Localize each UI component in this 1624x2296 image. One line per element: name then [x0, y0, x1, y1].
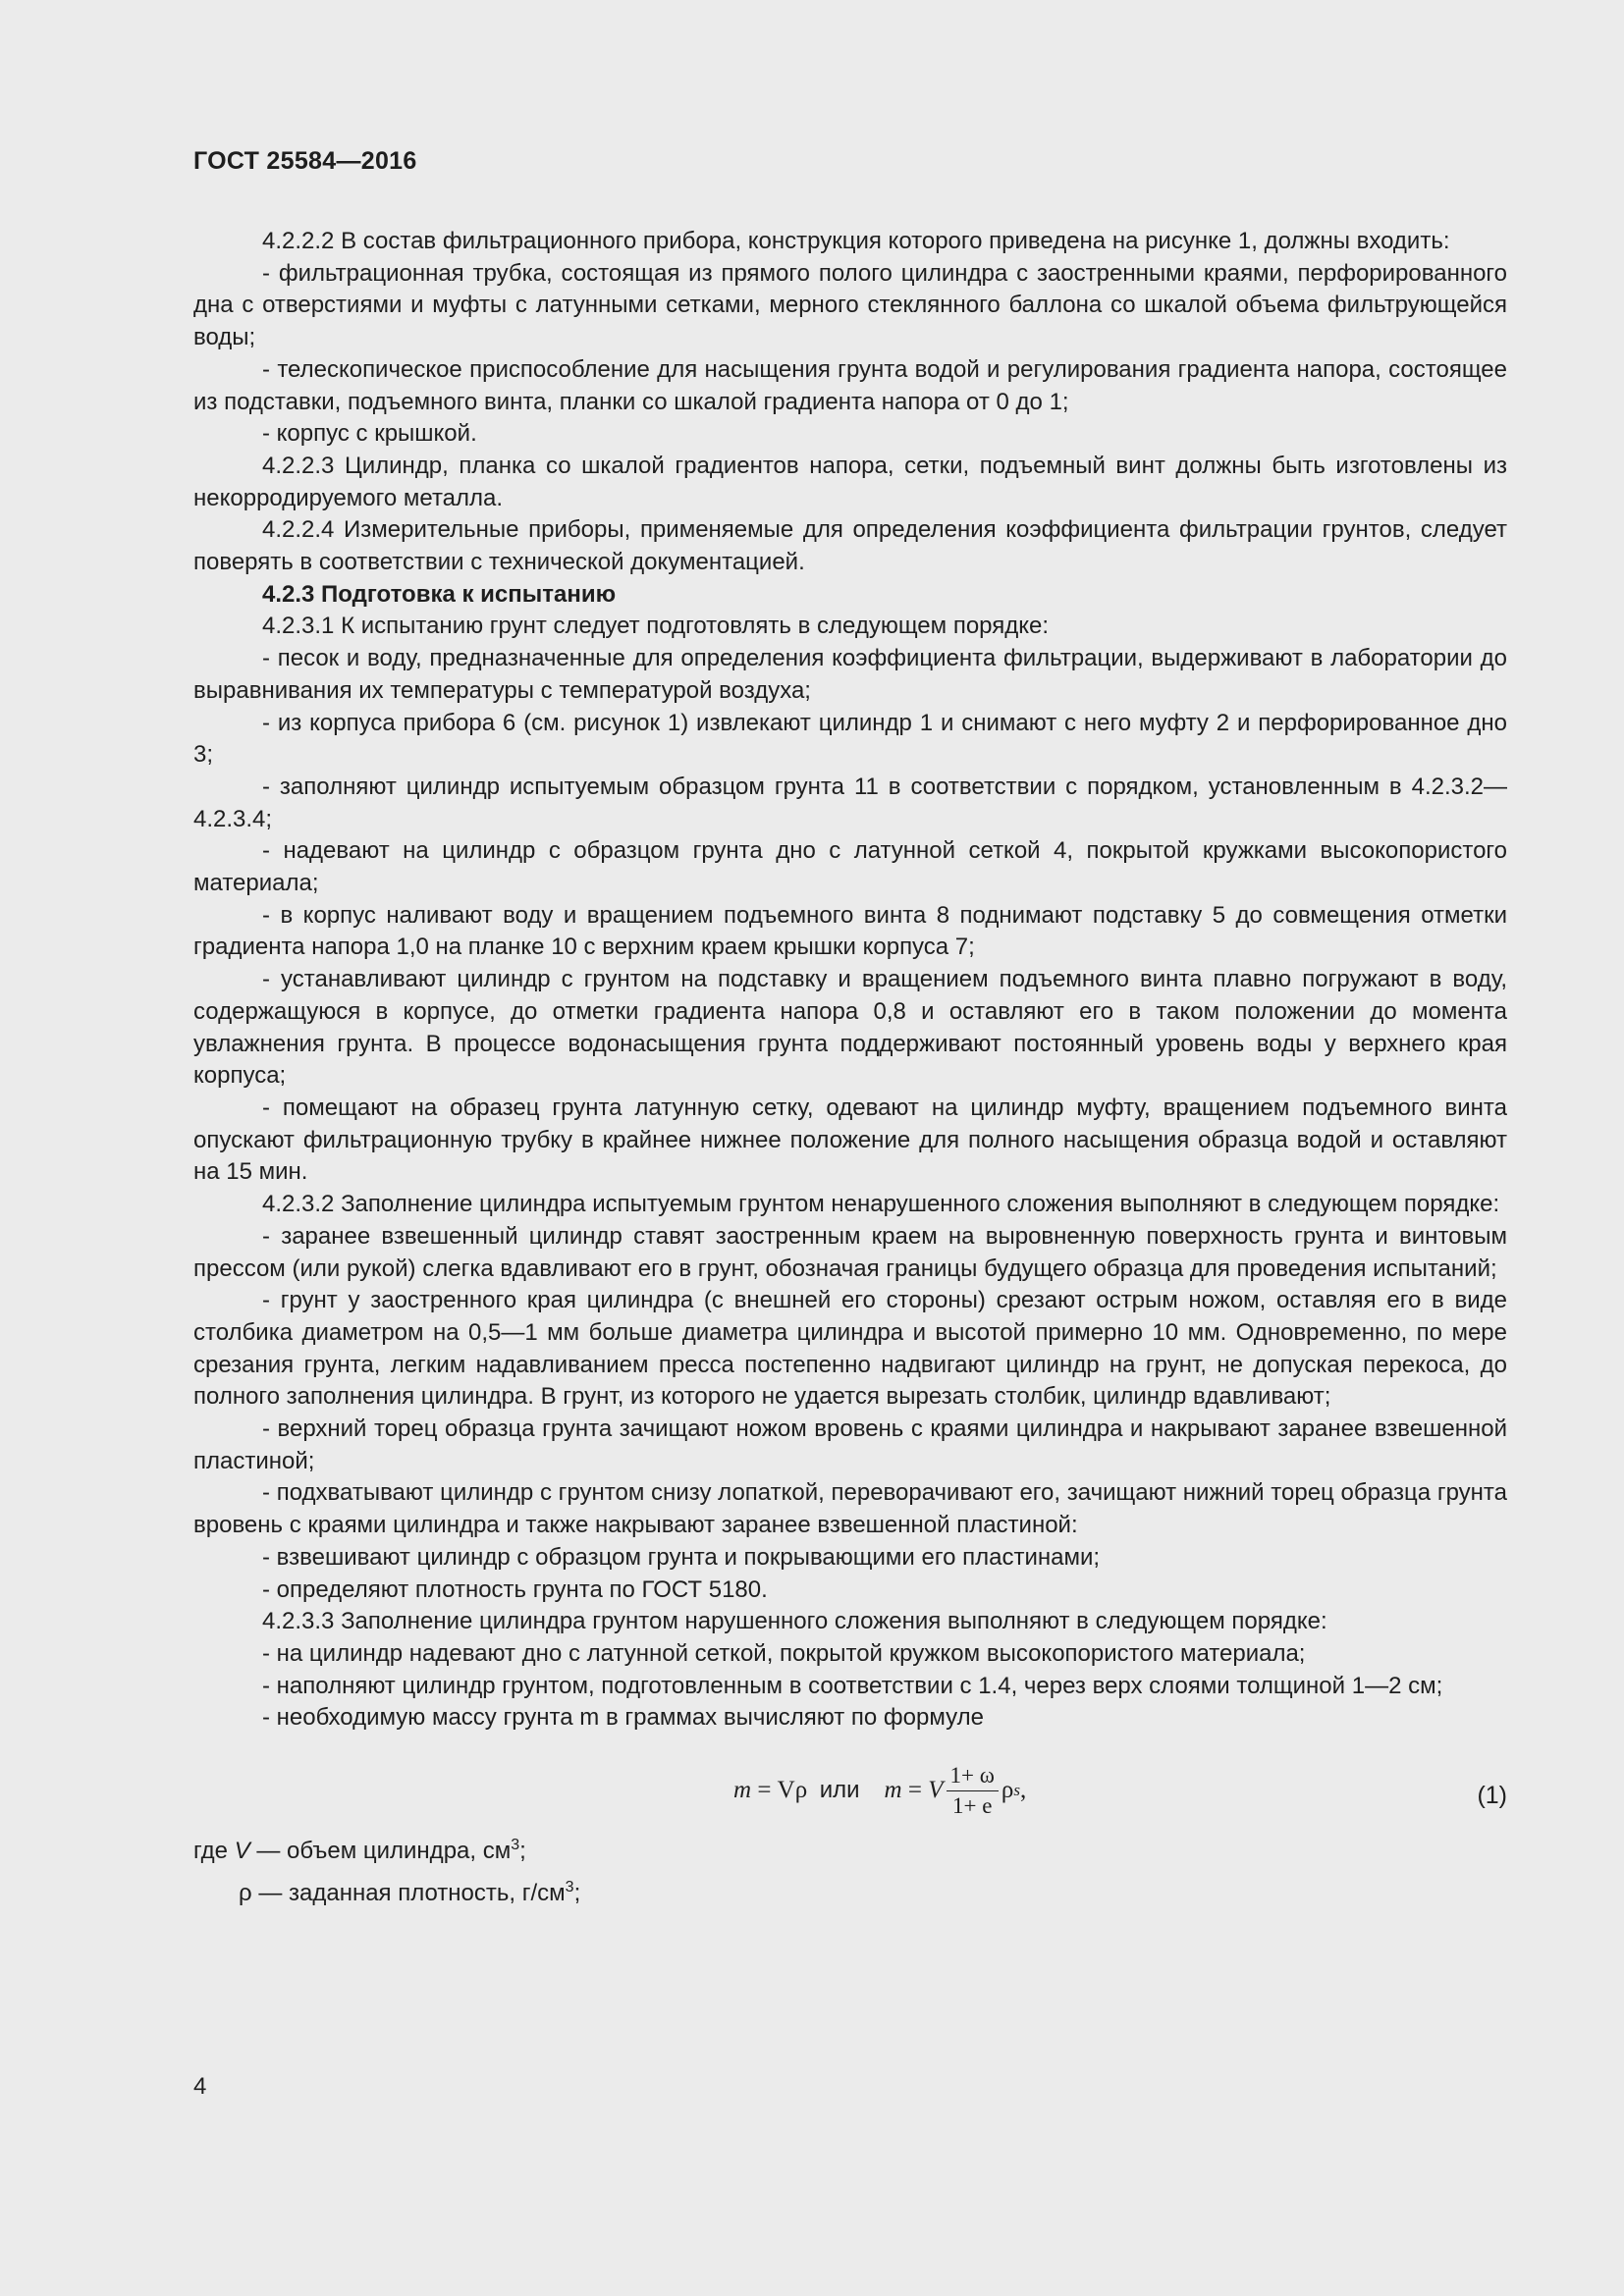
paragraph: 4.2.2.2 В состав фильтрационного прибора, конструкция которого приведена на рисунке 1, должны входить:: [262, 228, 1450, 254]
formula-equals: =: [757, 1777, 772, 1804]
list-item: - устанавливают цилиндр с грунтом на подставку и вращением подъемного винта плавно погружают в воду, содержащуюся в корпусе, до отметки градиента напора 0,8 и оставляют его в таком положении до момента увлажнения грунта. В процессе водонасыщения грунта поддерживают постоянный уровень воды у верхнего края корпуса;: [193, 966, 1507, 1090]
formula-subscript-s: s: [1013, 1781, 1020, 1800]
list-item: - определяют плотность грунта по ГОСТ 5180.: [262, 1575, 768, 1603]
page-number: 4: [193, 2073, 207, 2100]
list-item: - верхний торец образца грунта зачищают ножом вровень с краями цилиндра и накрывают заранее взвешенной пластиной;: [193, 1415, 1507, 1474]
formula-comma: ,: [1019, 1777, 1027, 1804]
paragraph: 4.2.2.4 Измерительные приборы, применяемые для определения коэффициента фильтрации грунтов, следует поверять в соответствии с технической документацией.: [193, 516, 1507, 576]
formula-denominator: 1+ e: [951, 1793, 993, 1819]
list-item: - фильтрационная трубка, состоящая из прямого полого цилиндра с заостренными краями, перфорированного дна с отверстиями и муфты с латунными сетками, мерного стеклянного баллона со шкалой объема фильтрующейся воды;: [193, 259, 1507, 351]
formula-fraction: [947, 1762, 999, 1820]
formula-rho: ρ: [794, 1777, 808, 1804]
formula-or: или: [819, 1777, 860, 1804]
document-header: ГОСТ 25584—2016: [193, 147, 417, 175]
formula-m-2: m: [884, 1777, 902, 1804]
formula-V: V: [777, 1777, 795, 1804]
list-item: - помещают на образец грунта латунную сетку, одевают на цилиндр муфту, вращением подъемного винта опускают фильтрационную трубку в крайнее нижнее положение для полного насыщения образца водой и оставляют на 15 мин.: [193, 1094, 1507, 1186]
list-item: - заполняют цилиндр испытуемым образцом грунта 11 в соответствии с порядком, установленным в 4.2.3.2—4.2.3.4;: [193, 773, 1507, 832]
definition-rho: ρ — заданная плотность, $г/см^3$;: [239, 1879, 581, 1907]
formula-1: [193, 1746, 1507, 1821]
section-heading: 4.2.3 Подготовка к испытанию: [262, 580, 617, 608]
list-item: - телескопическое приспособление для насыщения грунта водой и регулирования градиента напора, состоящее из подставки, подъемного винта, планки со шкалой градиента напора от 0 до 1;: [193, 355, 1507, 415]
formula-numerator: 1+ ω: [947, 1762, 999, 1791]
formula-number: (1): [1477, 1782, 1507, 1810]
list-item: - корпус с крышкой.: [262, 420, 477, 448]
formula-definitions: [193, 1827, 1507, 1911]
list-item: - наполняют цилиндр грунтом, подготовленным в соответствии с 1.4, через верх слоями толщиной 1—2 см;: [262, 1672, 1443, 1699]
list-item: - в корпус наливают воду и вращением подъемного винта 8 поднимают подставку 5 до совмещения отметки градиента напора 1,0 на планке 10 с верхним краем крышки корпуса 7;: [193, 901, 1507, 961]
formula-rho-s: ρ: [1001, 1777, 1014, 1804]
formula-expression: [733, 1762, 1026, 1820]
formula-V-2: V: [928, 1777, 944, 1804]
paragraph: 4.2.3.1 К испытанию грунт следует подготовлять в следующем порядке:: [262, 613, 1050, 640]
formula-equals-2: =: [907, 1777, 922, 1804]
list-item: - взвешивают цилиндр с образцом грунта и покрывающими его пластинами;: [262, 1543, 1101, 1571]
paragraph: 4.2.2.3 Цилиндр, планка со шкалой градиентов напора, сетки, подъемный винт должны быть изготовлены из некорродируемого металла.: [193, 452, 1507, 511]
definition-V: где V — объем цилиндра, $см^3$;: [193, 1837, 526, 1865]
document-body: [193, 226, 1507, 1911]
list-item: - надевают на цилиндр с образцом грунта дно с латунной сеткой 4, покрытой кружками высокопористого материала;: [193, 837, 1507, 897]
paragraph: 4.2.3.2 Заполнение цилиндра испытуемым грунтом ненарушенного сложения выполняют в следующем порядке:: [262, 1191, 1500, 1218]
list-item: - подхватывают цилиндр с грунтом снизу лопаткой, переворачивают его, зачищают нижний торец образца грунта вровень с краями цилиндра и также накрывают заранее взвешенной пластиной:: [193, 1479, 1507, 1539]
formula-m: m: [733, 1777, 752, 1804]
list-item: - на цилиндр надевают дно с латунной сеткой, покрытой кружком высокопористого материала;: [262, 1639, 1306, 1667]
paragraph: 4.2.3.3 Заполнение цилиндра грунтом нарушенного сложения выполняют в следующем порядке:: [262, 1608, 1327, 1635]
list-item: - заранее взвешенный цилиндр ставят заостренным краем на выровненную поверхность грунта и винтовым прессом (или рукой) слегка вдавливают его в грунт, обозначая границы будущего образца для проведения испытаний;: [193, 1222, 1507, 1282]
list-item: - необходимую массу грунта m в граммах вычисляют по формуле: [262, 1704, 984, 1732]
list-item: - из корпуса прибора 6 (см. рисунок 1) извлекают цилиндр 1 и снимают с него муфту 2 и перфорированное дно 3;: [193, 709, 1507, 769]
list-item: - песок и воду, предназначенные для определения коэффициента фильтрации, выдерживают в лаборатории до выравнивания их температуры с температурой воздуха;: [193, 645, 1507, 704]
list-item: - грунт у заостренного края цилиндра (с внешней его стороны) срезают острым ножом, оставляя его в виде столбика диаметром на 0,5—1 мм больше диаметра цилиндра и высотой примерно 10 мм. Одновременно, по мере срезания грунта, легким надавливанием пресса постепенно надвигают цилиндр на грунт, не допуская перекоса, до полного заполнения цилиндра. В грунт, из которого не удается вырезать столбик, цилиндр вдавливают;: [193, 1287, 1507, 1411]
